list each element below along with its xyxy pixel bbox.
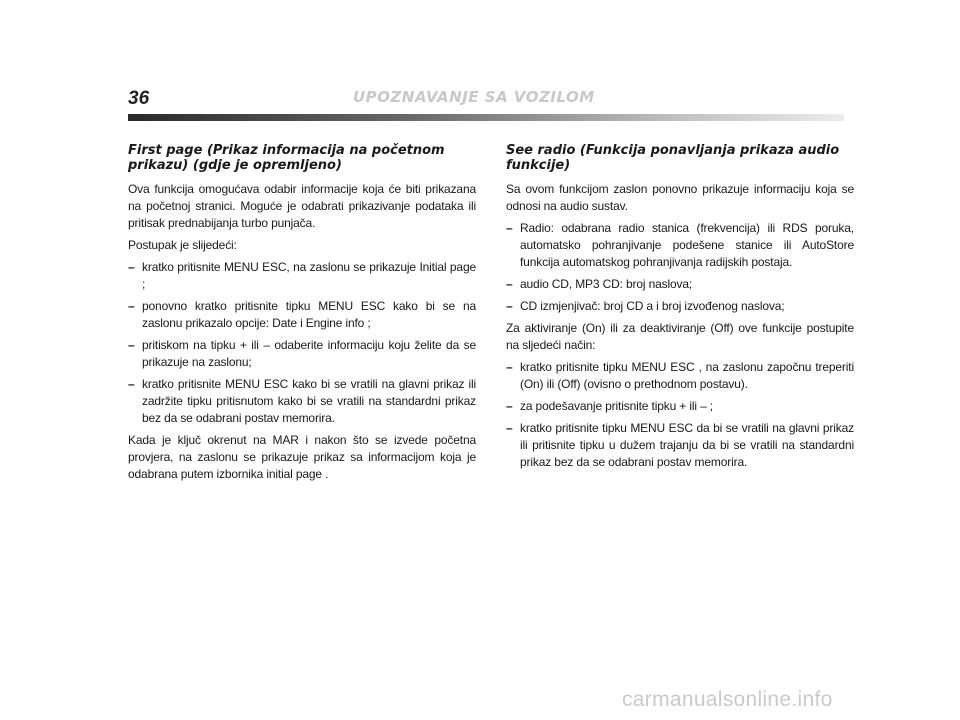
- dash-bullet: –: [506, 421, 513, 435]
- list-item-text: kratko pritisnite MENU ESC kako bi se vratili na glavni prikaz ili zadržite tipku pritisnutom kako bi se vratili na standardni prikaz bez da se odabrani postav memorira.: [142, 377, 476, 425]
- left-column: [128, 143, 476, 488]
- dash-bullet: –: [506, 277, 513, 291]
- list-item-text: audio CD, MP3 CD: broj naslova;: [520, 277, 693, 291]
- list-item: [128, 259, 476, 293]
- see-radio-intro: Sa ovom funkcijom zaslon ponovno prikazuje informaciju koja se odnosi na audio sustav.: [506, 182, 854, 213]
- list-item: [506, 298, 854, 315]
- first-page-heading: First page (Prikaz informacija na početnom prikazu) (gdje je opremljeno): [128, 143, 445, 173]
- list-item: [506, 420, 854, 471]
- list-item-text: kratko pritisnite tipku MENU ESC da bi se vratili na glavni prikaz ili pritisnite tipku u dužem trajanju da bi se vratili na standardni prikaz bez da se odabrani postav memorira.: [520, 421, 854, 469]
- list-item-text: za podešavanje pritisnite tipku + ili – ;: [520, 399, 713, 413]
- list-item-text: kratko pritisnite tipku MENU ESC , na zaslonu započnu treperiti (On) ili (Off) (ovisno o prethodnom postavu).: [520, 360, 854, 391]
- activation-text: Za aktiviranje (On) ili za deaktiviranje (Off) ove funkcije postupite na sljedeći način:: [506, 321, 854, 352]
- watermark: carmanualsonline.info: [622, 688, 833, 711]
- dash-bullet: –: [128, 260, 135, 274]
- dash-bullet: –: [506, 221, 513, 235]
- first-page-intro: Ova funkcija omogućava odabir informacije koja će biti prikazana na početnoj stranici. Moguće je odabrati prikazivanje podataka ili pritisak prednabijanja turbo punjača.: [128, 182, 476, 230]
- right-column: [506, 143, 854, 476]
- first-page-closing: Kada je ključ okrenut na MAR i nakon što se izvede početna provjera, na zaslonu se prikazuje prikaz sa informacijom koja je odabrana putem izbornika initial page .: [128, 433, 476, 481]
- list-item-text: Radio: odabrana radio stanica (frekvencija) ili RDS poruka, automatsko pohranjivanje podešene stanice ili AutoStore funkcija automatskog pohranjivanja radijskih postaja.: [520, 221, 854, 269]
- chapter-title: UPOZNAVANJE SA VOZILOM: [353, 88, 595, 106]
- procedure-label: Postupak je slijedeći:: [128, 238, 237, 252]
- see-radio-heading: See radio (Funkcija ponavljanja prikaza audio funkcije): [506, 143, 840, 173]
- dash-bullet: –: [128, 377, 135, 391]
- header-rule: [128, 114, 844, 121]
- dash-bullet: –: [128, 299, 135, 313]
- list-item-text: kratko pritisnite MENU ESC, na zaslonu se prikazuje Initial page ;: [142, 260, 476, 291]
- list-item: [128, 337, 476, 371]
- list-item: [506, 276, 854, 293]
- list-item-text: pritiskom na tipku + ili – odaberite informaciju koju želite da se prikazuje na zaslonu;: [142, 338, 476, 369]
- dash-bullet: –: [128, 338, 135, 352]
- list-item-text: CD izmjenjivač: broj CD a i broj izvođenog naslova;: [520, 299, 785, 313]
- list-item-text: ponovno kratko pritisnite tipku MENU ESC kako bi se na zaslonu prikazalo opcije: Date i Engine info ;: [142, 299, 476, 330]
- list-item: [128, 298, 476, 332]
- dash-bullet: –: [506, 399, 513, 413]
- page-number: 36: [128, 88, 150, 109]
- dash-bullet: –: [506, 360, 513, 374]
- list-item: [128, 376, 476, 427]
- list-item: [506, 359, 854, 393]
- list-item: [506, 220, 854, 271]
- list-item: [506, 398, 854, 415]
- dash-bullet: –: [506, 299, 513, 313]
